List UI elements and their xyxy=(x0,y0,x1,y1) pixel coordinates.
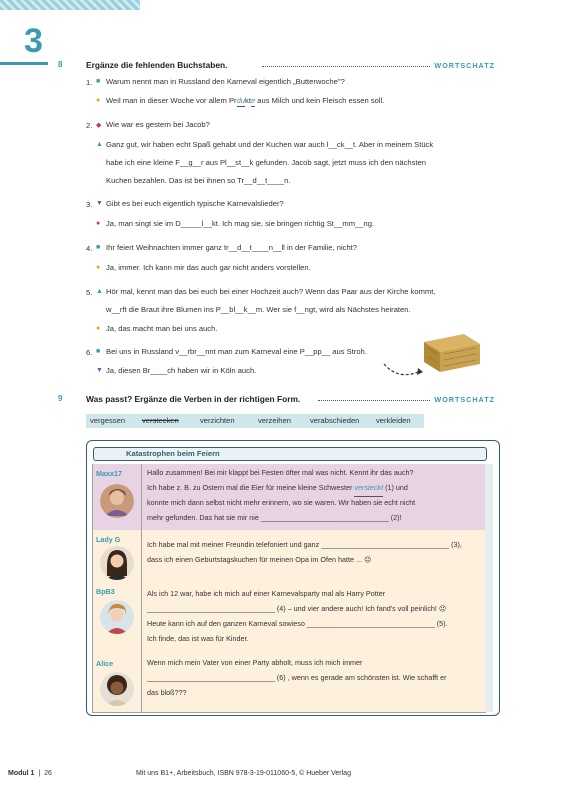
item-3-answer: Ja, man singt sie im D_____l__kt. Ich mag sie, sie bringen richtig St__mm__ng. xyxy=(106,219,375,228)
item-3-question: Gibt es bei euch eigentlich typische Karnevalslieder? xyxy=(106,199,284,208)
dot-marker-icon: ● xyxy=(96,220,101,227)
unit-number: 3 xyxy=(24,22,43,60)
triangle-down-marker-icon: ▼ xyxy=(96,200,103,207)
exercise-8-tag: WORTSCHATZ xyxy=(434,61,495,70)
exercise-9-heading: Was passt? Ergänze die Verben in der richtigen Form. xyxy=(86,394,301,404)
word-bank-item: verkleiden xyxy=(376,416,411,425)
item-5-answer: Ja, das macht man bei uns auch. xyxy=(106,324,218,333)
forum-title-bar xyxy=(93,447,487,461)
item-number: 1. xyxy=(86,78,93,87)
exercise-8-number: 8 xyxy=(58,60,63,69)
page-footer-left: Modul 1 | 26 xyxy=(8,770,52,777)
avatar xyxy=(100,484,134,518)
word-bank-item: vergessen xyxy=(90,416,126,425)
dot-marker-icon: ● xyxy=(96,97,101,104)
item-2-answer-line-2: habe ich eine kleine F__g__r aus Pl__st__k gefunden. Jacob sagt, jetzt muss ich den nächsten xyxy=(106,158,426,167)
dot-marker-icon: ● xyxy=(96,264,101,271)
post-author: Lady G xyxy=(96,535,121,544)
page-footer-citation: Mit uns B1+, Arbeitsbuch, ISBN 978-3-19-011060-5, © Hueber Verlag xyxy=(136,770,351,777)
forum-post xyxy=(92,530,486,583)
dashed-arrow-icon xyxy=(382,360,424,382)
square-marker-icon: ■ xyxy=(96,78,101,85)
post-line: Als ich 12 war, habe ich mich auf einer Karnevalsparty mal als Harry Potter xyxy=(147,589,386,598)
item-6-answer: Ja, diesen Br____ch haben wir in Köln auch. xyxy=(106,366,257,375)
item-2-answer-line-3: Kuchen bezahlen. Das ist bei ihnen so Tr__d__t____n. xyxy=(106,176,291,185)
post-line: Ich habe z. B. zu Ostern mal die Eier für meine kleine Schwester versteckt (1) und xyxy=(147,481,408,497)
dotted-rule xyxy=(262,66,430,67)
post-line: ________________________________ (6) , wenn es gerade am schönsten ist. Wie schafft er xyxy=(147,673,447,682)
post-author: Alice xyxy=(96,659,114,668)
top-pattern-bar xyxy=(0,0,140,10)
post-divider xyxy=(141,654,142,712)
forum-title: Katastrophen beim Feiern xyxy=(126,449,220,458)
dot-marker-icon: ● xyxy=(96,325,101,332)
post-line: ________________________________ (4) – und vier andere auch! Ich fand's voll peinlich! ☹ xyxy=(147,604,447,613)
forum-scrollbar[interactable] xyxy=(485,464,493,712)
forum-post xyxy=(92,654,486,713)
forum-post xyxy=(92,582,486,655)
post-line: konnte mich dann selbst nicht mehr erinnern, wo sie waren. Wir haben sie echt nicht xyxy=(147,498,416,507)
post-author: BpB3 xyxy=(96,587,115,596)
word-bank-item: verzichten xyxy=(200,416,235,425)
avatar xyxy=(100,672,134,706)
item-2-answer-line-1: Ganz gut, wir haben echt Spaß gehabt und der Kuchen war auch l__ck__t. Aber in meinem Stück xyxy=(106,140,434,149)
item-5-question-line-2: w__rft die Braut ihre Blumen ins P__bl__k__m. Wer sie f__ngt, wird als Nächstes heiraten. xyxy=(106,305,411,314)
post-line: Ich habe mal mit meiner Freundin telefoniert und ganz ________________________________ (3), xyxy=(147,540,462,549)
dotted-rule xyxy=(318,400,430,401)
avatar xyxy=(100,600,134,634)
post-line: mehr gefunden. Das hat sie mir nie ________________________________ (2)! xyxy=(147,513,402,522)
exercise-8-heading: Ergänze die fehlenden Buchstaben. xyxy=(86,60,228,70)
post-divider xyxy=(141,582,142,654)
post-divider xyxy=(141,464,142,530)
post-line: das bloß??? xyxy=(147,688,187,697)
word-bank-item: verzeihen xyxy=(258,416,291,425)
word-bank-item: verabschieden xyxy=(310,416,360,425)
item-number: 5. xyxy=(86,288,93,297)
item-1-answer: Weil man in dieser Woche vor allem Prdukte aus Milch und kein Fleisch essen soll. xyxy=(106,96,385,105)
post-line: Hallo zusammen! Bei mir klappt bei Festen öfter mal was nicht. Kennt ihr das auch? xyxy=(147,468,414,477)
item-2-question: Wie war es gestern bei Jacob? xyxy=(106,120,210,129)
item-number: 4. xyxy=(86,244,93,253)
post-divider xyxy=(141,530,142,582)
post-line: Ich finde, das ist was für Kinder. xyxy=(147,634,249,643)
triangle-down-marker-icon: ▼ xyxy=(96,367,103,374)
diamond-marker-icon: ◆ xyxy=(96,122,102,129)
square-marker-icon: ■ xyxy=(96,244,101,251)
word-bank xyxy=(86,414,424,428)
forum-post xyxy=(92,464,486,531)
item-4-question: Ihr feiert Weihnachten immer ganz tr__d__t____n__ll in der Familie, nicht? xyxy=(106,243,358,252)
post-line: Heute kann ich auf den ganzen Karneval sowieso ________________________________ (5). xyxy=(147,619,448,628)
post-author: Maxx17 xyxy=(96,469,122,478)
unit-number-underline xyxy=(0,62,48,65)
item-number: 6. xyxy=(86,348,93,357)
square-marker-icon: ■ xyxy=(96,348,101,355)
hay-bale-image xyxy=(418,330,484,374)
item-5-question-line-1: Hör mal, kennt man das bei euch bei einer Hochzeit auch? Wenn das Paar aus der Kirche kommt, xyxy=(106,287,436,296)
word-bank-item: verstecken xyxy=(142,416,179,425)
triangle-marker-icon: ▲ xyxy=(96,288,103,295)
post-line: dass ich einen Geburtstagskuchen für meinen Opa im Ofen hatte ... ☹ xyxy=(147,555,372,564)
triangle-marker-icon: ▲ xyxy=(96,141,103,148)
post-line: Wenn mich mein Vater von einer Party abholt, muss ich mich immer xyxy=(147,658,363,667)
avatar xyxy=(100,546,134,580)
item-1-question: Warum nennt man in Russland den Karneval eigentlich „Butterwoche"? xyxy=(106,77,345,86)
exercise-9-number: 9 xyxy=(58,394,63,403)
item-6-question: Bei uns in Russland v__rbr__nnt man zum Karneval eine P__pp__ aus Stroh. xyxy=(106,347,367,356)
item-number: 3. xyxy=(86,200,93,209)
item-number: 2. xyxy=(86,121,93,130)
exercise-9-tag: WORTSCHATZ xyxy=(434,395,495,404)
item-4-answer: Ja, immer. Ich kann mir das auch gar nicht anders vorstellen. xyxy=(106,263,311,272)
